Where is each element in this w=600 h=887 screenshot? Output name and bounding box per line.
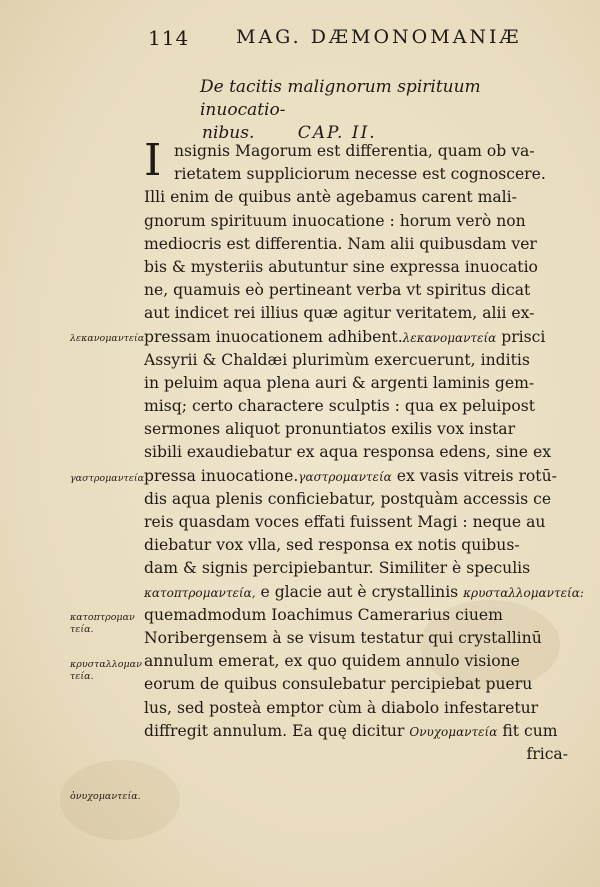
body-line: bis & mysteriis abutuntur sine expressa inuocatio (144, 257, 538, 276)
body-line: sermones aliquot pronuntiatos exilis vox instar (144, 420, 516, 439)
body-line: Assyrii & Chaldæi plurimùm exercuerunt, inditis (144, 350, 530, 369)
body-line-text: fit cum (502, 721, 558, 740)
page-number: 114 (148, 26, 190, 50)
margin-note-crystallomantia (70, 659, 142, 683)
greek-term-onychomantia: Ονυχομαντεία (409, 724, 498, 739)
body-line (144, 720, 574, 743)
body-line: reis quasdam voces effati fuissent Magi : neque au (144, 513, 546, 531)
body-line-text: ex vasis vitreis rotū- (396, 466, 557, 485)
body-line (144, 326, 574, 349)
catchword: frica- (526, 744, 568, 763)
margin-note-line: κατοπτρομαν (70, 612, 135, 623)
greek-term-catoptromantia: κατοπτρομαντεία, (144, 585, 256, 600)
body-line: ne, quamuis eò pertineant verba vt spiritus dicat (144, 281, 531, 300)
margin-note-catoptromantia (70, 612, 142, 636)
body-line-text: pressam inuocationem adhibent. (144, 327, 403, 346)
body-line: eorum de quibus consulebatur percipiebat pueru (144, 675, 533, 694)
chapter-heading (200, 76, 570, 145)
body-line: sibili exaudiebatur ex aqua responsa edens, sine ex (144, 443, 551, 462)
body-line: Noribergensem à se visum testatur qui crystallinū (144, 628, 542, 647)
body-text (144, 135, 584, 766)
drop-cap: I (144, 135, 162, 186)
body-line: annulum emerat, ex quo quidem annulo visione (144, 652, 520, 671)
body-line-text: diffregit annulum. Ea quę dicitur (144, 721, 405, 740)
body-line: misq; certo charactere sculptis : qua ex peluipost (144, 397, 535, 416)
running-title: MAG. DÆMONOMANIÆ (236, 26, 522, 48)
body-line: quemadmodum Ioachimus Camerarius ciuem (144, 605, 503, 624)
margin-note-line: τεία. (70, 624, 94, 635)
body-line (144, 465, 574, 488)
body-line: aut indicet rei illius quæ agitur veritatem, alii ex- (144, 304, 535, 323)
margin-note-line: τεία. (70, 671, 94, 682)
body-line (144, 581, 584, 604)
chapter-heading-line2-text: nibus. (202, 123, 255, 143)
margin-note-gastromantia: γαστρομαντεία (70, 473, 144, 484)
margin-note-line: κρυσταλλομαν (70, 659, 142, 670)
body-line: dam & signis percipiebantur. Similiter è speculis (144, 559, 531, 578)
body-line: gnorum spirituum inuocatione : horum verò non (144, 211, 526, 230)
body-line-text: pressa inuocatione. (144, 466, 299, 485)
chapter-heading-line1: De tacitis malignorum spirituum inuocatio- (200, 77, 481, 120)
body-line: Illi enim de quibus antè agebamus carent mali- (144, 188, 517, 207)
body-line-text: e glacie aut è crystallinis (260, 582, 459, 601)
greek-term-gastromantia: γαστρομαντεία (298, 469, 392, 484)
body-line: in peluim aqua plena auri & argenti laminis gem- (144, 373, 535, 392)
chapter-number: CAP. II. (297, 123, 377, 143)
body-line: dis aqua plenis conficiebatur, postquàm accessis ce (144, 489, 552, 508)
margin-note-lecanomantia: λεκανομαντεία (70, 333, 145, 344)
body-line: lus, sed posteà emptor cùm à diabolo infestaretur (144, 698, 539, 717)
body-line-text: prisci (501, 327, 546, 346)
greek-term-crystallomantia: κρυσταλλομαντεία: (463, 585, 584, 600)
body-line: nsignis Magorum est differentia, quam ob va- (174, 142, 535, 160)
margin-note-onychomantia: ὀνυχομαντεία. (70, 791, 141, 802)
greek-term-lecanomantia: λεκανομαντεία (402, 330, 497, 345)
running-head (0, 26, 600, 50)
body-line: mediocris est differentia. Nam alii quibusdam ver (144, 234, 537, 253)
body-line: diebatur vox vlla, sed responsa ex notis quibus- (144, 536, 520, 555)
body-line: rietatem suppliciorum necesse est cognoscere. (174, 165, 546, 184)
